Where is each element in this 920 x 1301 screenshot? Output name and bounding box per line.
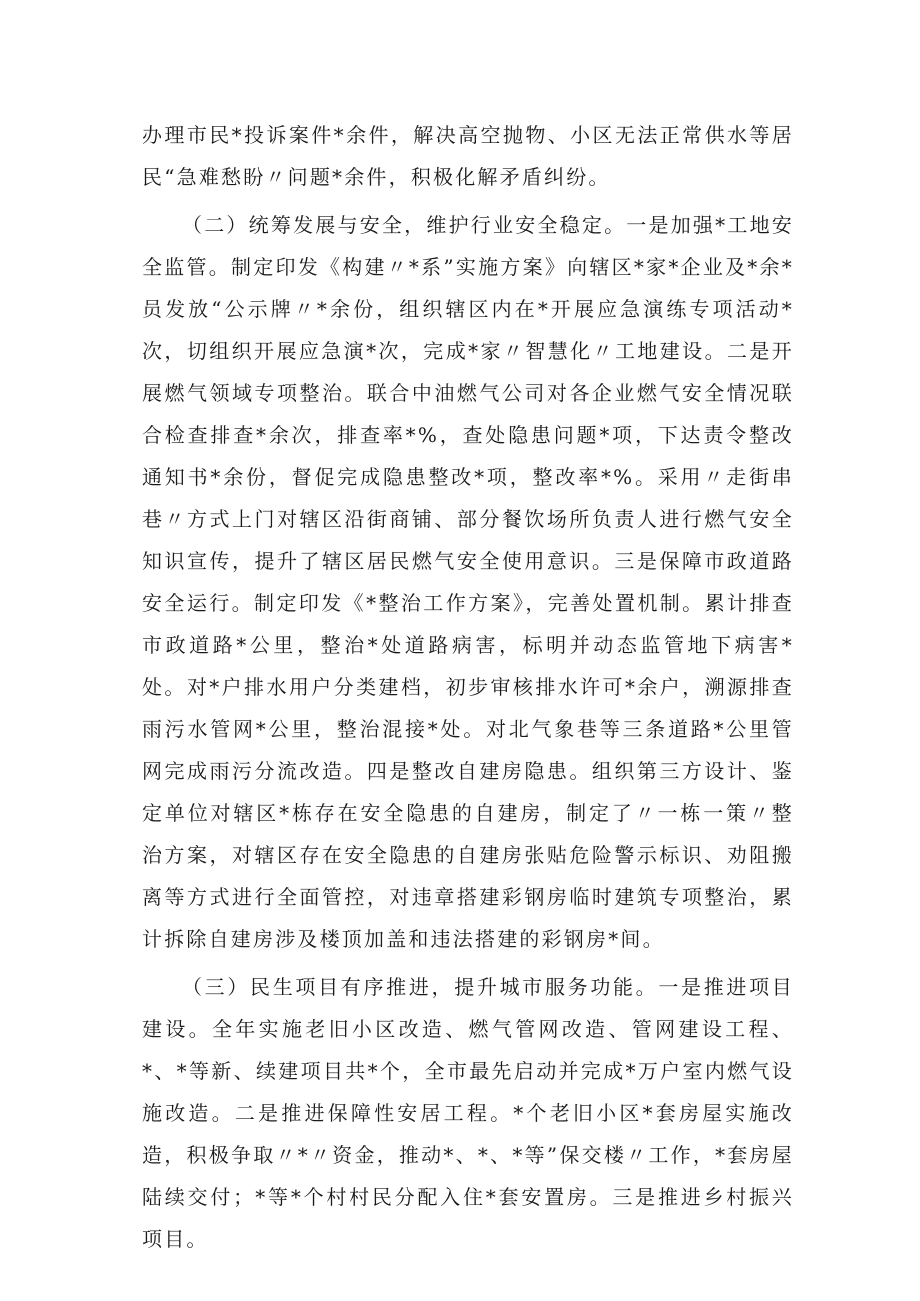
paragraph-1: 办理市民*投诉案件*余件，解决高空抛物、小区无法正常供水等居民“急难愁盼〃问题*余件，积极化解矛盾纠纷。 [142, 123, 794, 189]
document-body [142, 114, 794, 1260]
paragraph-2: （二）统筹发展与安全，维护行业安全稳定。一是加强*工地安全监管。制定印发《构建〃*系”实施方案》向辖区*家*企业及*余*员发放“公示牌〃*余份，组织辖区内在*开展应急演练专项活动*次，切组织开展应急演*次，完成*家〃智慧化〃工地建设。二是开展燃气领域专项整治。联合中油燃气公司对各企业燃气安全情况联合检查排查*余次，排查率*%，查处隐患问题*项，下达责令整改通知书*余份，督促完成隐患整改*项，整改率*%。采用〃走街串巷〃方式上门对辖区沿街商铺、部分餐饮场所负责人进行燃气安全知识宣传，提升了辖区居民燃气安全使用意识。三是保障市政道路安全运行。制定印发《*整治工作方案》，完善处置机制。累计排查市政道路*公里，整治*处道路病害，标明并动态监管地下病害*处。对*户排水用户分类建档，初步审核排水许可*余户，溯源排查雨污水管网*公里，整治混接*处。对北气象巷等三条道路*公里管网完成雨污分流改造。四是整改自建房隐患。组织第三方设计、鉴定单位对辖区*栋存在安全隐患的自建房，制定了〃一栋一策〃整治方案，对辖区存在安全隐患的自建房张贴危险警示标识、劝阻搬离等方式进行全面管控，对违章搭建彩钢房临时建筑专项整治，累计拆除自建房涉及楼顶加盖和违法搭建的彩钢房*间。 [142, 213, 794, 951]
paragraph-3: （三）民生项目有序推进，提升城市服务功能。一是推进项目建设。全年实施老旧小区改造、燃气管网改造、管网建设工程、*、*等新、续建项目共*个，全市最先启动并完成*万户室内燃气设施改造。二是推进保障性安居工程。*个老旧小区*套房屋实施改造，积极争取〃*〃资金，推动*、*、*等”保交楼〃工作，*套房屋陆续交付；*等*个村村民分配入住*套安置房。三是推进乡村振兴项目。 [142, 975, 794, 1251]
